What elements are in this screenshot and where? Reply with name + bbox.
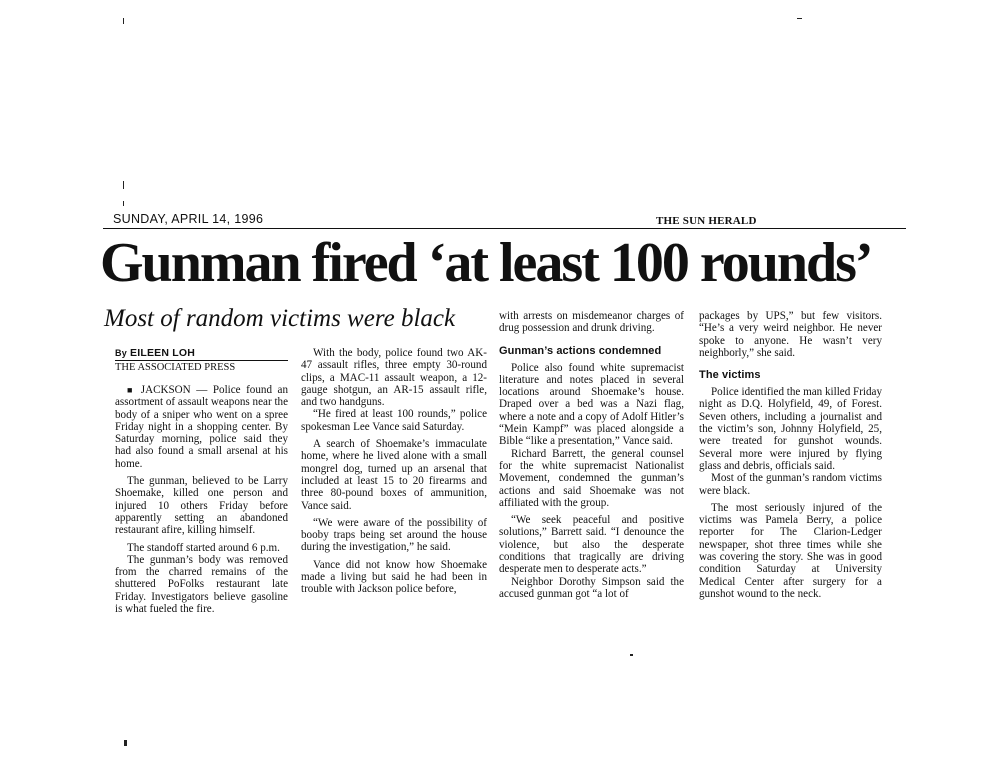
wire-agency: THE ASSOCIATED PRESS	[115, 360, 288, 374]
headline: Gunman fired ‘at least 100 rounds’	[100, 232, 872, 294]
scan-speck	[123, 18, 124, 24]
byline	[115, 347, 288, 360]
byline-prefix: By	[115, 348, 127, 358]
scan-speck	[124, 740, 127, 746]
paragraph: Richard Barrett, the general counsel for the white supremacist Nationalist Movement, condemned the gunman’s actions and said Shoemake was not affiliated with the group.	[499, 447, 684, 509]
scan-speck	[123, 201, 124, 206]
paragraph: “He fired at least 100 rounds,” police spokesman Lee Vance said Saturday.	[301, 408, 487, 433]
scan-speck	[123, 181, 124, 189]
paragraph: The most seriously injured of the victims was Pamela Berry, a police reporter for The Clarion-Ledger newspaper, shot three times while she was covering the story. She was in good condition Saturday at University Medical Center after surgery for a gunshot wound to the neck.	[699, 501, 882, 600]
article-column-2	[301, 347, 487, 596]
byline-name: EILEEN LOH	[130, 347, 196, 359]
article-column-4	[699, 310, 882, 600]
paragraph: ■ JACKSON — Police found an assortment of assault weapons near the body of a sniper who went on a spree Friday night in a shopping center. By Saturday morning, police said they had also found a small arsenal at his home.	[115, 384, 289, 470]
paragraph: with arrests on misdemeanor charges of drug possession and drunk driving.	[499, 310, 684, 335]
edition-date: SUNDAY, APRIL 14, 1996	[113, 212, 264, 226]
article-column-3	[499, 310, 684, 600]
scan-speck	[630, 654, 633, 656]
paragraph: packages by UPS,” but few visitors. “He’s a very weird neighbor. He never spoke to anyone. He wasn’t very neighborly,” she said.	[699, 310, 882, 359]
paragraph: The gunman’s body was removed from the charred remains of the shuttered PoFolks restaurant late Friday. Investigators believe gasoline is what fueled the fire.	[115, 553, 288, 616]
bullet-icon: ■	[127, 385, 136, 395]
deck-subheadline: Most of random victims were black	[104, 305, 456, 332]
header-rule	[103, 228, 906, 229]
paragraph: The gunman, believed to be Larry Shoemake, killed one person and injured 10 others Friday before apparently setting an abandoned restaurant afire, killing himself.	[115, 475, 288, 537]
paragraph: A search of Shoemake’s immaculate home, where he lived alone with a small mongrel dog, turned up an arsenal that included at least 15 to 20 firearms and three 80-pound boxes of ammunition, Vance said.	[301, 438, 487, 512]
paragraph: Neighbor Dorothy Simpson said the accused gunman got “a lot of	[499, 575, 684, 600]
paragraph: Vance did not know how Shoemake made a living but said he had been in trouble with Jackson police before,	[301, 558, 487, 596]
paragraph: “We seek peaceful and positive solutions,” Barrett said. “I denounce the violence, but also the desperate conditions that tragically are driving desperate men to desperate acts.”	[499, 514, 684, 576]
paragraph: With the body, police found two AK-47 assault rifles, three empty 30-round clips, a MAC-11 assault weapon, a 12-gauge shotgun, an AR-15 assault rifle, and two handguns.	[301, 347, 487, 409]
section-subhead: The victims	[699, 369, 761, 382]
article-column-1	[115, 347, 288, 615]
newspaper-name: THE SUN HERALD	[656, 215, 757, 227]
section-subhead: Gunman’s actions condemned	[499, 344, 662, 357]
paragraph: “We were aware of the possibility of booby traps being set around the house during the investigation,” he said.	[301, 516, 487, 554]
paragraph: Police identified the man killed Friday night as D.Q. Holyfield, 49, of Forest. Seven others, including a journalist and the victim’s son, Johnny Holyfield, 25, were treated for gunshot wounds. Several more were injured by flying glass and debris, officials said.	[699, 386, 882, 472]
paragraph: Police also found white supremacist literature and notes placed in several locations around Shoemake’s house. Draped over a bed was a Nazi flag, where a note and a copy of Adolf Hitler’s “Mein Kampf” was placed alongside a Bible “like a presentation,” Vance said.	[499, 361, 684, 448]
paragraph: The standoff started around 6 p.m.	[127, 541, 280, 554]
scan-speck	[797, 18, 802, 19]
paragraph: Most of the gunman’s random victims were black.	[699, 472, 882, 497]
